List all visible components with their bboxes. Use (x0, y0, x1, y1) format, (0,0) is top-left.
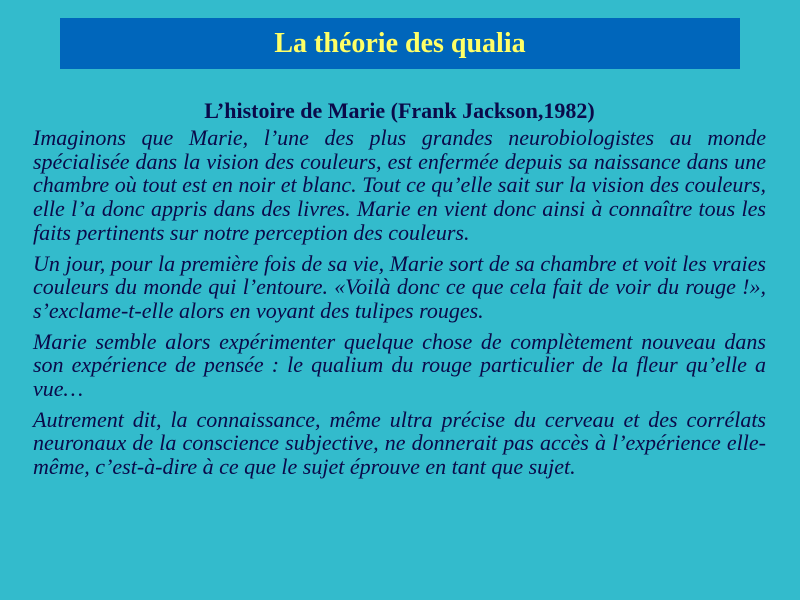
slide-content (33, 98, 766, 486)
paragraph-3: Marie semble alors expérimenter quelque chose de complètement nouveau dans son expérience de pensée : le qualium du rouge particulier de la fleur qu’elle a vue… (33, 328, 766, 402)
paragraph-4: Autrement dit, la connaissance, même ultra précise du cerveau et des corrélats neuronaux de la conscience subjective, ne donnerait pas accès à l’expérience elle-même, c’est-à-dire à ce que le sujet éprouve en tant que sujet. (33, 406, 766, 480)
slide-subtitle: L’histoire de Marie (Frank Jackson,1982) (204, 98, 595, 123)
paragraph-1: Imaginons que Marie, l’une des plus grandes neurobiologistes au monde spécialisée dans la vision des couleurs, est enfermée depuis sa naissance dans une chambre où tout est en noir et blanc. Tout ce qu’elle sait sur la vision des couleurs, elle l’a donc appris dans des livres. Marie en vient donc ainsi à connaître tous les faits pertinents sur notre perception des couleurs. (33, 125, 766, 245)
title-bar (60, 18, 740, 69)
paragraph-2: Un jour, pour la première fois de sa vie, Marie sort de sa chambre et voit les vraies couleurs du monde qui l’entoure. «Voilà donc ce que cela fait de voir du rouge !», s’exclame-t-elle alors en voyant des tulipes rouges. (33, 250, 766, 323)
slide-title: La théorie des qualia (274, 27, 526, 59)
